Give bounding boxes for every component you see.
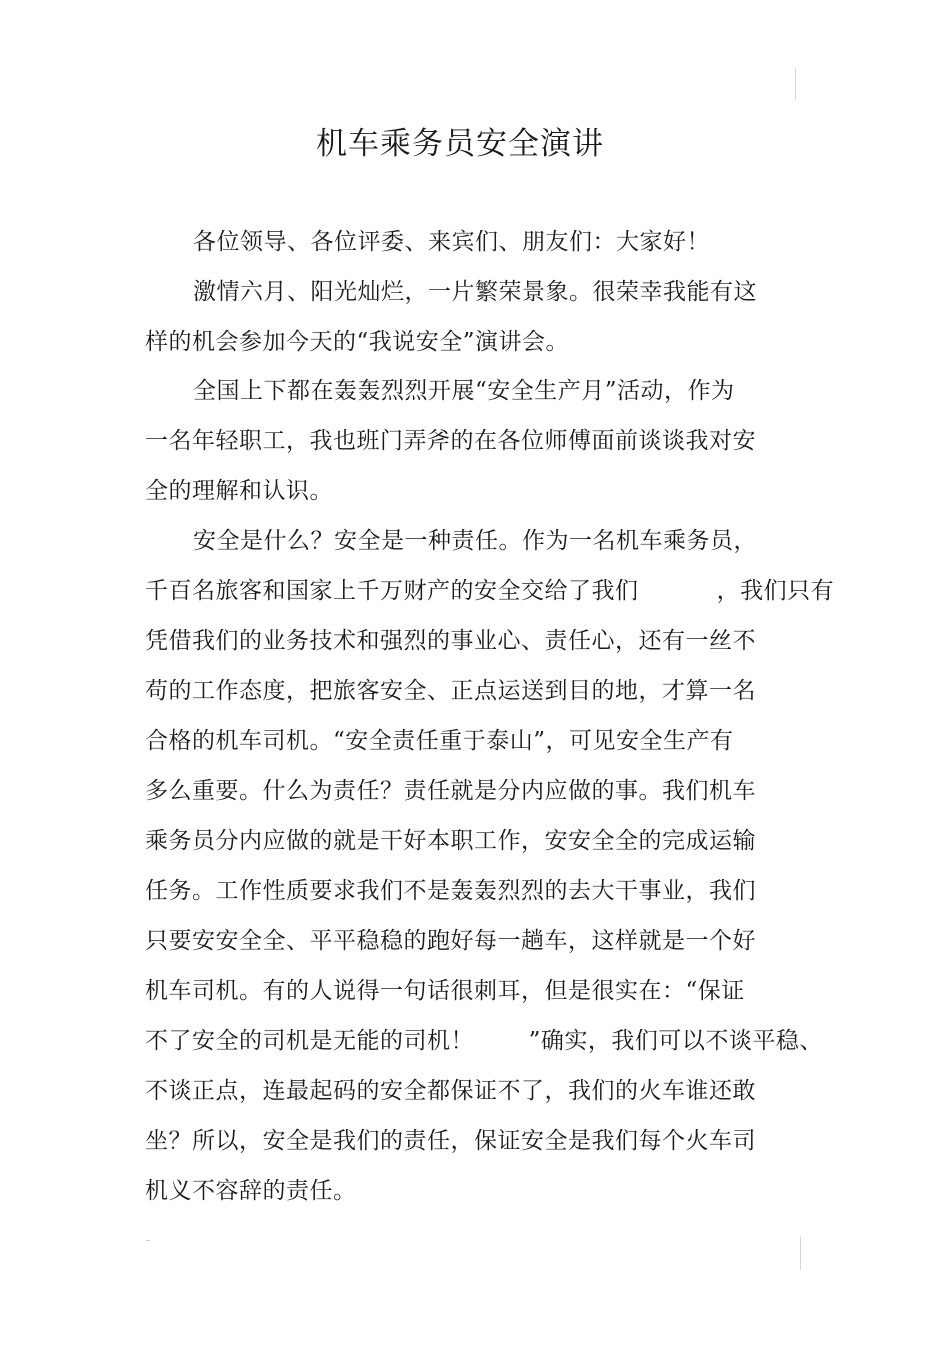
page-corner-mark-top [795,68,796,100]
paragraph-line: 不了安全的司机是无能的司机！ ”确实，我们可以不谈平稳、 [145,1028,823,1054]
paragraph-line: 安全是什么？安全是一种责任。作为一名机车乘务员， [193,528,757,554]
paragraph-line: 任务。工作性质要求我们不是轰轰烈烈的去大干事业，我们 [145,878,756,904]
paragraph-line: 激情六月、阳光灿烂，一片繁荣景象。很荣幸我能有这 [193,279,757,305]
paragraph-line: 样的机会参加今天的“我说安全”演讲会。 [145,329,570,355]
paragraph-line: 一名年轻职工，我也班门弄斧的在各位师傅面前谈谈我对安 [145,428,756,454]
paragraph-line: 机义不容辞的责任。 [145,1178,357,1204]
page-corner-mark-bottom [800,1236,801,1270]
page-corner-mark-bottom-left [146,1240,150,1241]
paragraph-line: 全国上下都在轰轰烈烈开展“安全生产月”活动，作为 [193,378,735,404]
paragraph-line: 不谈正点，连最起码的安全都保证不了，我们的火车谁还敢 [145,1078,756,1104]
paragraph-line: 全的理解和认识。 [145,478,333,504]
paragraph-line: 凭借我们的业务技术和强烈的事业心、责任心，还有一丝不 [145,628,756,654]
paragraph-line: 多么重要。什么为责任？责任就是分内应做的事。我们机车 [145,778,756,804]
paragraph-line: 乘务员分内应做的就是干好本职工作，安安全全的完成运输 [145,828,756,854]
paragraph-line: 合格的机车司机。“安全责任重于泰山”，可见安全生产有 [145,728,734,754]
document-title: 机车乘务员安全演讲 [316,126,604,162]
paragraph-line: 机车司机。有的人说得一句话很刺耳，但是很实在：“保证 [145,978,745,1004]
paragraph-line: 坐？所以，安全是我们的责任，保证安全是我们每个火车司 [145,1128,756,1154]
paragraph-line: 各位领导、各位评委、来宾们、朋友们：大家好！ [193,229,710,255]
paragraph-line: 苟的工作态度，把旅客安全、正点运送到目的地，才算一名 [145,678,756,704]
paragraph-line: 只要安安全全、平平稳稳的跑好每一趟车，这样就是一个好 [145,928,756,954]
paragraph-line: 千百名旅客和国家上千万财产的安全交给了我们 ，我们只有 [145,578,835,604]
